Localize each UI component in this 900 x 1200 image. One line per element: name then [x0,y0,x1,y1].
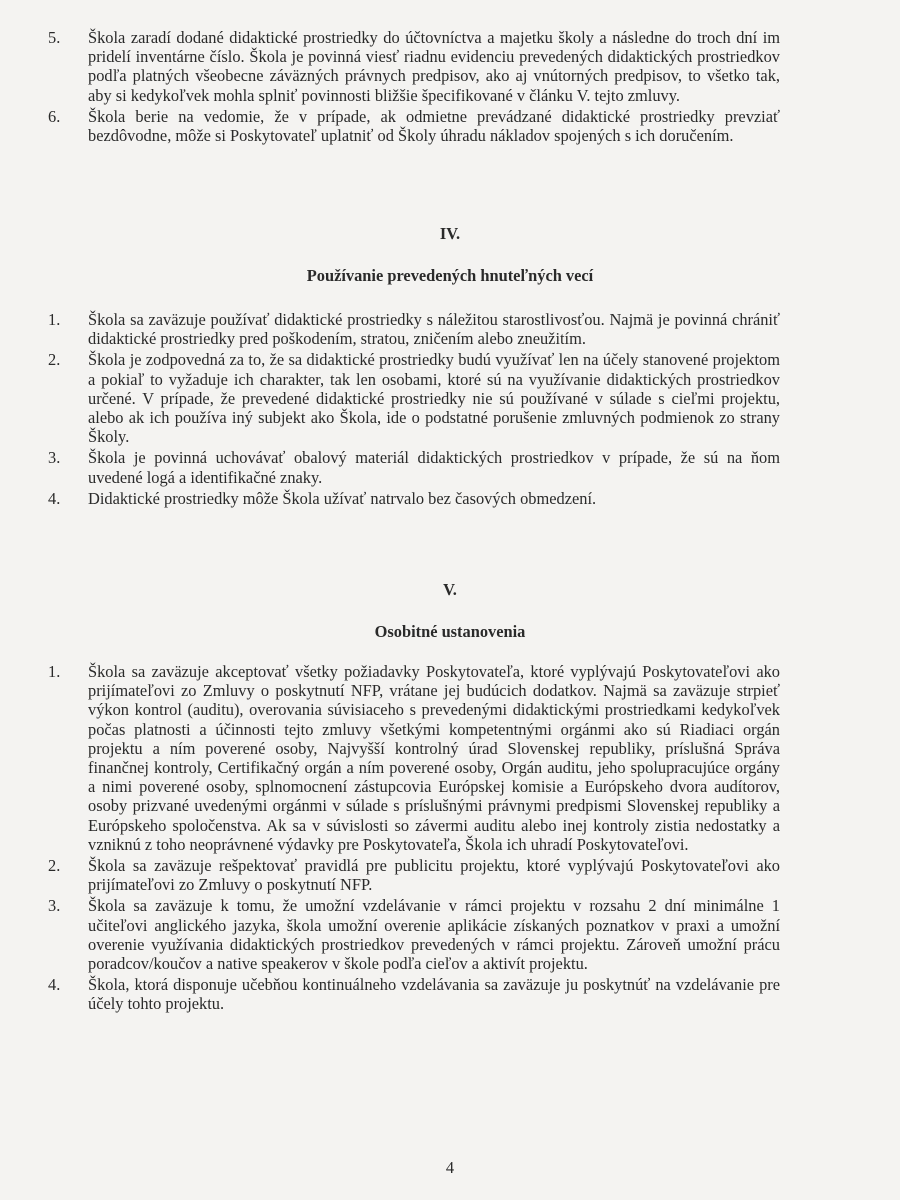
list-item [40,489,780,508]
item-number: 5. [48,28,61,47]
section4-roman: IV. [439,224,461,243]
list-item [40,856,780,894]
item-text: Škola sa zaväzuje k tomu, že umožní vzdelávanie v rámci projektu v rozsahu 2 dní minimálne 1 učiteľovi anglického jazyka, škola umožní overenie aplikácie získaných poznatkov v praxi a umožní overenie využívania didaktických prostriedkov prevedených v rámci projektu. Zároveň umožní prácu poradcov/koučov a native speakerov v škole podľa cieľov a aktivít projektu. [88,896,780,974]
list-item [40,107,780,145]
item-text: Didaktické prostriedky môže Škola užívať natrvalo bez časových obmedzení. [88,488,597,508]
item-text: Škola sa zaväzuje akceptovať všetky požiadavky Poskytovateľa, ktoré vyplývajú Poskytovateľovi ako prijímateľovi zo Zmluvy o poskytnutí NFP, vrátane jej budúcich dodatkov. Najmä sa zaväzuje strpieť výkon kontrol (auditu), overovania súvisiaceho s prevedenými didaktickými prostriedkami kedykoľvek počas platnosti a účinnosti tejto zmluvy všetkými kompetentnými orgánmi ako sú Riadiaci orgán projektu a ním poverené osoby, Najvyšší kontrolný úrad Slovenskej republiky, príslušná Správa finančnej kontroly, Certifikačný orgán a ním poverené osoby, Orgán auditu, jeho spolupracujúce orgány a nimi poverené osoby, splnomocnení zástupcovia Európskej komisie a Európskeho dvora audítorov, osoby prizvané uvedenými orgánmi v súlade s príslušnými právnymi predpismi Slovenskej republiky a Európskeho spoločenstva. Ak sa v súvislosti so závermi auditu alebo inej kontroly zistia nedostatky a vzniknú z toho neoprávnené výdavky pre Poskytovateľa, Škola ich uhradí Poskytovateľovi. [88,662,780,854]
section4-list [40,310,780,510]
item-number: 4. [48,975,61,995]
item-text: Škola sa zaväzuje používať didaktické prostriedky s náležitou starostlivosťou. Najmä je povinná chrániť didaktické prostriedky pred poškodením, stratou, zničením alebo zneužitím. [88,310,780,349]
item-text: Škola, ktorá disponuje učebňou kontinuálneho vzdelávania sa zaväzuje ju poskytnúť na vzdelávanie pre účely tohto projektu. [88,975,780,1014]
section5-list [40,662,780,1016]
item-text: Škola je zodpovedná za to, že sa didaktické prostriedky budú využívať len na účely stanovené projektom a pokiaľ to vyžaduje ich charakter, tak len osobami, ktoré sú na využívanie didaktických prostriedkov určené. V prípade, že prevedené didaktické prostriedky nie sú používané v súlade s cieľmi projektu, alebo ak ich používa iný subjekt ako Škola, ide o podstatné porušenie zmluvných podmienok zo strany Školy. [88,350,780,447]
list-item [40,662,780,854]
item-text: Škola sa zaväzuje rešpektovať pravidlá pre publicitu projektu, ktoré vyplývajú Poskytovateľovi ako prijímateľovi zo Zmluvy o poskytnutí NFP. [88,856,780,895]
section3-list [40,28,780,147]
item-number: 3. [48,448,61,468]
section5-roman: V. [443,580,457,599]
list-item [40,28,780,105]
item-number: 1. [48,310,61,329]
item-text: Škola zaradí dodané didaktické prostriedky do účtovníctva a majetku školy a následne do troch dní im pridelí inventárne číslo. Škola je povinná viesť riadnu evidenciu prevedených didaktických prostriedkov podľa platných všeobecne záväzných právnych predpisov, ako aj vnútorných predpisov, to všetko tak, aby si kedykoľvek mohla splniť povinnosti bližšie špecifikované v článku V. tejto zmluvy. [88,28,780,105]
list-item [40,310,780,348]
item-number: 3. [48,896,61,916]
list-item [40,896,780,973]
item-number: 2. [48,350,61,370]
item-text: Škola je povinná uchovávať obalový materiál didaktických prostriedkov v prípade, že sú na ňom uvedené logá a identifikačné znaky. [88,448,780,487]
page-number: 4 [445,1158,455,1177]
item-number: 1. [48,662,61,681]
section4-title: Používanie prevedených hnuteľných vecí [306,266,594,285]
item-number: 6. [48,106,61,126]
list-item [40,350,780,446]
list-item [40,975,780,1013]
item-text: Škola berie na vedomie, že v prípade, ak odmietne prevádzané didaktické prostriedky prevziať bezdôvodne, môže si Poskytovateľ uplatniť od Školy úhradu nákladov spojených s ich doručením. [88,106,780,146]
list-item [40,448,780,486]
section5-title: Osobitné ustanovenia [374,622,526,641]
item-number: 4. [48,488,61,508]
item-number: 2. [48,856,61,876]
